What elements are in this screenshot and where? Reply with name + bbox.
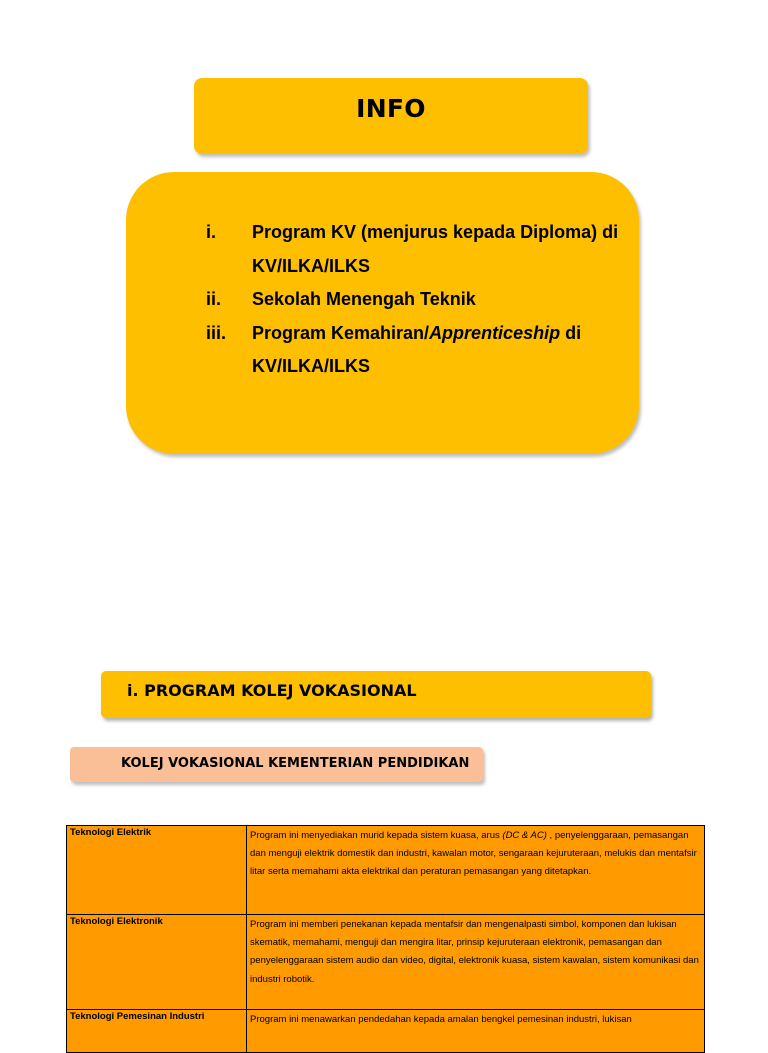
program-name: Teknologi Elektrik [67, 826, 247, 915]
subsection-heading-bar [70, 747, 483, 782]
info-list-number: i. [206, 222, 217, 242]
info-list-item [206, 216, 626, 283]
program-name: Teknologi Pemesinan Industri [67, 1010, 247, 1053]
info-list-text: Program KV (menjurus kepada Diploma) di KV/ILKA/ILKS [252, 222, 619, 276]
table-row [67, 1010, 705, 1053]
programs-table [66, 825, 705, 1053]
table-row [67, 915, 705, 1010]
info-title-box [194, 78, 588, 154]
info-list-text: Sekolah Menengah Teknik [252, 289, 476, 309]
info-title: INFO [356, 94, 426, 123]
section-heading-bar [101, 671, 651, 718]
table-row [67, 826, 705, 915]
info-list-number: iii. [206, 322, 227, 343]
section-title: i. PROGRAM KOLEJ VOKASIONAL [127, 681, 417, 700]
program-name: Teknologi Elektronik [67, 915, 247, 1010]
info-list-item [206, 283, 626, 317]
info-list-box [126, 172, 639, 454]
info-list [206, 216, 626, 384]
info-list-text: Program Kemahiran/Apprenticeship di KV/ILKA/ILKS [252, 322, 582, 376]
info-list-item [206, 317, 626, 384]
italic-text: Apprenticeship [429, 322, 561, 343]
program-description: Program ini menawarkan pendedahan kepada amalan bengkel pemesinan industri, lukisan [247, 1010, 705, 1053]
program-description: Program ini memberi penekanan kepada mentafsir dan mengenalpasti simbol, komponen dan lukisan skematik, memahami, menguji dan mengira litar, prinsip kejuruteraan elektronik, pemasangan dan penyelenggaraan sistem audio dan video, digital, elektronik kuasa, sistem kawalan, sistem komunikasi dan industri robotik. [247, 915, 705, 1010]
subsection-title: KOLEJ VOKASIONAL KEMENTERIAN PENDIDIKAN [121, 756, 470, 771]
program-description: Program ini menyediakan murid kepada sistem kuasa, arus (DC & AC) , penyelenggaraan, pemasangan dan menguji elektrik domestik dan industri, kawalan motor, sengaraan kejuruteraan, melukis dan mentafsir litar serta memahami akta elektrikal dan peraturan pemasangan yang ditetapkan. [247, 826, 705, 915]
info-list-number: ii. [206, 289, 222, 309]
